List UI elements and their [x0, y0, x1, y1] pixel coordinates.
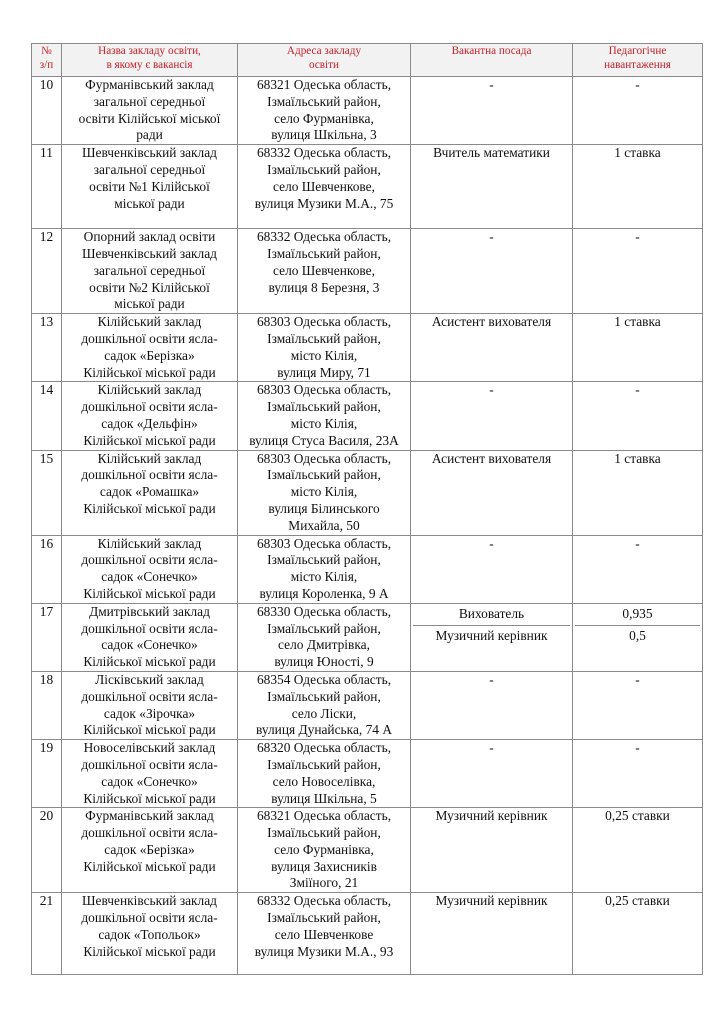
- institution-address: [238, 145, 411, 229]
- institution-address-line: вулиця Юності, 9: [274, 654, 374, 670]
- table-row: [32, 450, 703, 535]
- institution-address-line: село Новоселівка,: [272, 773, 376, 789]
- institution-name-line: дошкільної освіти ясла-: [81, 467, 218, 483]
- header-position: [411, 44, 573, 77]
- vacant-position: [411, 229, 573, 314]
- teaching-load-text: -: [635, 229, 640, 245]
- institution-address-line: Ізмаїльський район,: [267, 552, 381, 568]
- institution-name-line: дошкільної освіти ясла-: [81, 688, 218, 704]
- institution-address: [238, 671, 411, 739]
- institution-name-line: Кілійської міської ради: [83, 858, 216, 874]
- institution-name-line: садок «Зірочка»: [103, 705, 196, 721]
- vacant-position: [411, 893, 573, 975]
- institution-address-line: село Фурманівка,: [274, 841, 374, 857]
- institution-name-line: Лісківський заклад: [95, 671, 204, 687]
- institution-address-line: Ізмаїльський район,: [267, 399, 381, 415]
- institution-name: [62, 145, 238, 229]
- row-number: [32, 603, 62, 671]
- vacant-position-text: Музичний керівник: [435, 808, 548, 824]
- institution-name-line: садок «Топольок»: [98, 926, 201, 942]
- row-number: [32, 740, 62, 808]
- institution-address-line: село Шевченкове,: [273, 178, 375, 194]
- table-row: [32, 535, 703, 603]
- teaching-load-text: -: [635, 77, 640, 92]
- row-number: [32, 893, 62, 975]
- vacant-position-text: Музичний керівник: [413, 625, 570, 645]
- header-load-line: Педагогічне: [608, 45, 667, 57]
- teaching-load-text: 0,5: [575, 625, 700, 645]
- institution-name-line: Кілійської міської ради: [83, 500, 216, 516]
- row-number: [32, 314, 62, 382]
- institution-name-line: садок «Сонечко»: [101, 569, 198, 585]
- teaching-load-text: 0,25 ставки: [605, 893, 670, 909]
- row-number-text: 10: [39, 77, 54, 92]
- vacant-position: [411, 77, 573, 145]
- vacant-position: [411, 535, 573, 603]
- table-row: [32, 808, 703, 893]
- teaching-load: [573, 450, 703, 535]
- vacant-position: [411, 382, 573, 450]
- institution-name-line: дошкільної освіти ясла-: [81, 399, 218, 415]
- table-header-row: [32, 44, 703, 77]
- institution-address-line: 68321 Одеська область,: [256, 77, 392, 92]
- institution-address-line: село Фурманівка,: [274, 110, 374, 126]
- teaching-load-text: -: [635, 382, 640, 398]
- institution-address-line: Ізмаїльський район,: [267, 688, 381, 704]
- teaching-load: [573, 229, 703, 314]
- institution-name-line: Кілійської міської ради: [83, 432, 216, 448]
- institution-name-line: садок «Дельфін»: [101, 415, 198, 431]
- table-row: [32, 382, 703, 450]
- vacant-position-text: -: [489, 229, 494, 245]
- institution-address-line: вулиця Музики М.А., 75: [254, 195, 394, 211]
- institution-name: [62, 603, 238, 671]
- header-position-line: Вакантна посада: [451, 45, 532, 57]
- row-number: [32, 450, 62, 535]
- institution-name-line: дошкільної освіти ясла-: [81, 330, 218, 346]
- institution-address: [238, 535, 411, 603]
- institution-name-line: Кілійський заклад: [97, 382, 202, 398]
- row-number-text: 13: [39, 314, 54, 330]
- institution-name-line: садок «Сонечко»: [101, 637, 198, 653]
- vacant-position: [411, 671, 573, 739]
- institution-address: [238, 603, 411, 671]
- institution-name: [62, 535, 238, 603]
- institution-address: [238, 229, 411, 314]
- institution-address-line: 68354 Одеська область,: [256, 671, 392, 687]
- institution-address-line: вулиця Миру, 71: [277, 364, 371, 380]
- institution-address-line: Ізмаїльський район,: [267, 245, 381, 261]
- vacant-position: [411, 314, 573, 382]
- row-number-text: 11: [40, 145, 53, 161]
- row-number: [32, 77, 62, 145]
- header-address-line: Адреса закладу: [286, 45, 362, 57]
- institution-name-line: Кілійський заклад: [97, 535, 202, 551]
- table-row: [32, 145, 703, 229]
- institution-address-line: Ізмаїльський район,: [267, 910, 381, 926]
- row-number: [32, 671, 62, 739]
- teaching-load: [573, 603, 703, 671]
- vacant-position-text: Асистент вихователя: [431, 314, 552, 330]
- institution-name-line: садок «Берізка»: [104, 347, 195, 363]
- header-num-line: з/п: [39, 58, 54, 71]
- header-address-line: освіти: [308, 58, 340, 71]
- institution-name-line: Кілійської міської ради: [83, 654, 216, 670]
- table-row: [32, 314, 703, 382]
- institution-address-line: вулиця Музики М.А., 93: [254, 943, 394, 959]
- table-row: [32, 893, 703, 975]
- row-number-text: 18: [39, 671, 54, 687]
- institution-name-line: садок «Сонечко»: [101, 773, 198, 789]
- institution-address-line: село Дмитрівка,: [278, 637, 370, 653]
- row-number-text: 16: [39, 535, 54, 551]
- institution-address-line: місто Кілія,: [290, 569, 358, 585]
- vacant-position-text: Вчитель математики: [433, 145, 550, 161]
- institution-address-line: вулиця 8 Березня, 3: [268, 279, 380, 295]
- institution-address-line: 68321 Одеська область,: [256, 808, 392, 824]
- institution-name-line: загальної середньої: [93, 262, 206, 278]
- vacant-position-text: -: [489, 77, 494, 92]
- institution-name-line: Кілійський заклад: [97, 314, 202, 330]
- teaching-load: [573, 808, 703, 893]
- teaching-load: [573, 77, 703, 145]
- row-number-text: 14: [39, 382, 54, 398]
- vacant-position: [411, 808, 573, 893]
- institution-address-line: 68303 Одеська область,: [256, 535, 392, 551]
- teaching-load: [573, 893, 703, 975]
- row-number: [32, 229, 62, 314]
- institution-name-line: освіти №2 Кілійської: [89, 279, 210, 295]
- institution-name-line: Кілійської міської ради: [83, 585, 216, 601]
- institution-name-line: дошкільної освіти ясла-: [81, 620, 218, 636]
- row-number: [32, 808, 62, 893]
- institution-name: [62, 77, 238, 145]
- institution-name-line: ради: [136, 127, 163, 143]
- teaching-load: [573, 671, 703, 739]
- institution-name: [62, 808, 238, 893]
- institution-address-line: Ізмаїльський район,: [267, 620, 381, 636]
- vacant-position: [411, 740, 573, 808]
- row-number-text: 20: [39, 808, 54, 824]
- table-body: [32, 77, 703, 975]
- vacant-position: [411, 450, 573, 535]
- institution-address-line: місто Кілія,: [290, 484, 358, 500]
- header-address: [238, 44, 411, 77]
- institution-address-line: 68303 Одеська область,: [256, 450, 392, 466]
- institution-address: [238, 77, 411, 145]
- institution-address: [238, 382, 411, 450]
- institution-address-line: село Шевченкове,: [273, 262, 375, 278]
- institution-address-line: місто Кілія,: [290, 415, 358, 431]
- institution-address-line: 68320 Одеська область,: [256, 740, 392, 756]
- vacant-position-text: -: [489, 671, 494, 687]
- institution-name: [62, 229, 238, 314]
- institution-address: [238, 314, 411, 382]
- header-load: [573, 44, 703, 77]
- institution-name-line: дошкільної освіти ясла-: [81, 552, 218, 568]
- institution-address-line: Михайла, 50: [288, 517, 360, 533]
- institution-address-line: Ізмаїльський район,: [267, 161, 381, 177]
- institution-name-line: Кілійської міської ради: [83, 943, 216, 959]
- institution-address-line: вулиця Дунайська, 74 А: [256, 722, 392, 738]
- table-row: [32, 671, 703, 739]
- institution-address-line: 68332 Одеська область,: [256, 893, 392, 909]
- institution-name-line: Дмитрівський заклад: [89, 603, 210, 619]
- row-number-text: 15: [39, 450, 54, 466]
- institution-address-line: Ізмаїльський район,: [267, 825, 381, 841]
- institution-name: [62, 450, 238, 535]
- institution-address-line: Зміїного, 21: [289, 875, 359, 891]
- vacant-position-text: -: [489, 740, 494, 756]
- institution-name-line: загальної середньої: [93, 161, 206, 177]
- teaching-load-text: 1 ставка: [614, 145, 661, 161]
- institution-name-line: дошкільної освіти ясла-: [81, 756, 218, 772]
- institution-address-line: село Ліски,: [291, 705, 357, 721]
- header-name: [62, 44, 238, 77]
- row-number-text: 12: [39, 229, 54, 245]
- vacant-position-text: Асистент вихователя: [431, 450, 552, 466]
- institution-name-line: загальної середньої: [93, 93, 206, 109]
- table-row: [32, 740, 703, 808]
- institution-address-line: 68303 Одеська область,: [256, 382, 392, 398]
- vacant-position-text: Вихователь: [458, 605, 525, 621]
- row-number-text: 19: [39, 740, 54, 756]
- institution-address-line: місто Кілія,: [290, 347, 358, 363]
- institution-name-line: садок «Ромашка»: [99, 484, 200, 500]
- institution-address-line: Ізмаїльський район,: [267, 330, 381, 346]
- institution-address-line: 68303 Одеська область,: [256, 314, 392, 330]
- teaching-load-text: -: [635, 535, 640, 551]
- institution-address-line: вулиця Захисників: [271, 858, 377, 874]
- institution-address-line: вулиця Короленка, 9 А: [259, 585, 389, 601]
- institution-address-line: вулиця Шкільна, 5: [271, 790, 377, 806]
- row-number: [32, 382, 62, 450]
- institution-name-line: Кілійської міської ради: [83, 790, 216, 806]
- teaching-load-text: -: [635, 671, 640, 687]
- header-name-line: в якому є вакансія: [106, 58, 193, 71]
- vacant-position-text: -: [489, 535, 494, 551]
- header-name-line: Назва закладу освіти,: [98, 45, 201, 57]
- table-row: [32, 77, 703, 145]
- teaching-load: [573, 740, 703, 808]
- institution-address: [238, 893, 411, 975]
- table-row: [32, 229, 703, 314]
- institution-address-line: 68332 Одеська область,: [256, 229, 392, 245]
- institution-address: [238, 808, 411, 893]
- institution-name-line: Кілійський заклад: [97, 450, 202, 466]
- institution-name-line: освіти №1 Кілійської: [89, 178, 210, 194]
- institution-name-line: освіти Кілійської міської: [78, 110, 221, 126]
- institution-address-line: вулиця Білинського: [268, 500, 380, 516]
- teaching-load: [573, 382, 703, 450]
- institution-name-line: садок «Берізка»: [104, 841, 195, 857]
- teaching-load-text: 1 ставка: [614, 450, 661, 466]
- row-number-text: 21: [39, 893, 54, 909]
- institution-name-line: дошкільної освіти ясла-: [81, 825, 218, 841]
- table-row: [32, 603, 703, 671]
- teaching-load-text: 0,935: [622, 605, 653, 621]
- institution-name: [62, 671, 238, 739]
- vacant-position-text: Музичний керівник: [435, 893, 548, 909]
- teaching-load: [573, 535, 703, 603]
- institution-name-line: Опорний заклад освіти: [83, 229, 216, 245]
- institution-address-line: Ізмаїльський район,: [267, 756, 381, 772]
- institution-name-line: Шевченківський заклад: [82, 893, 217, 909]
- institution-name: [62, 740, 238, 808]
- header-load-line: навантаження: [604, 58, 671, 71]
- institution-address: [238, 740, 411, 808]
- row-number-text: 17: [39, 603, 54, 619]
- institution-name-line: міської ради: [114, 296, 185, 312]
- teaching-load: [573, 314, 703, 382]
- vacant-position: [411, 603, 573, 671]
- row-number: [32, 145, 62, 229]
- row-number: [32, 535, 62, 603]
- header-num-line: №: [41, 45, 52, 57]
- institution-address-line: вулиця Стуса Василя, 23А: [249, 432, 399, 448]
- institution-name-line: Фурманівський заклад: [85, 77, 214, 92]
- institution-name: [62, 382, 238, 450]
- teaching-load: [573, 145, 703, 229]
- header-num: [32, 44, 62, 77]
- teaching-load-text: 1 ставка: [614, 314, 661, 330]
- vacant-position: [411, 145, 573, 229]
- teaching-load-text: 0,25 ставки: [605, 808, 670, 824]
- institution-name-line: дошкільної освіти ясла-: [81, 910, 218, 926]
- institution-name: [62, 893, 238, 975]
- teaching-load-text: -: [635, 740, 640, 756]
- institution-name-line: Шевченківський заклад: [82, 145, 217, 161]
- institution-address-line: 68330 Одеська область,: [256, 603, 392, 619]
- institution-address-line: вулиця Шкільна, 3: [271, 127, 377, 143]
- institution-address-line: 68332 Одеська область,: [256, 145, 392, 161]
- institution-address-line: Ізмаїльський район,: [267, 467, 381, 483]
- institution-address-line: Ізмаїльський район,: [267, 93, 381, 109]
- institution-name: [62, 314, 238, 382]
- institution-name-line: Фурманівський заклад: [85, 808, 214, 824]
- institution-address-line: село Шевченкове: [274, 926, 374, 942]
- vacant-position-text: -: [489, 382, 494, 398]
- institution-name-line: Кілійської міської ради: [83, 722, 216, 738]
- institution-address: [238, 450, 411, 535]
- institution-name-line: Кілійської міської ради: [83, 364, 216, 380]
- vacancies-table: [31, 43, 703, 975]
- institution-name-line: Шевченківський заклад: [82, 245, 217, 261]
- institution-name-line: міської ради: [114, 195, 185, 211]
- institution-name-line: Новоселівський заклад: [83, 740, 216, 756]
